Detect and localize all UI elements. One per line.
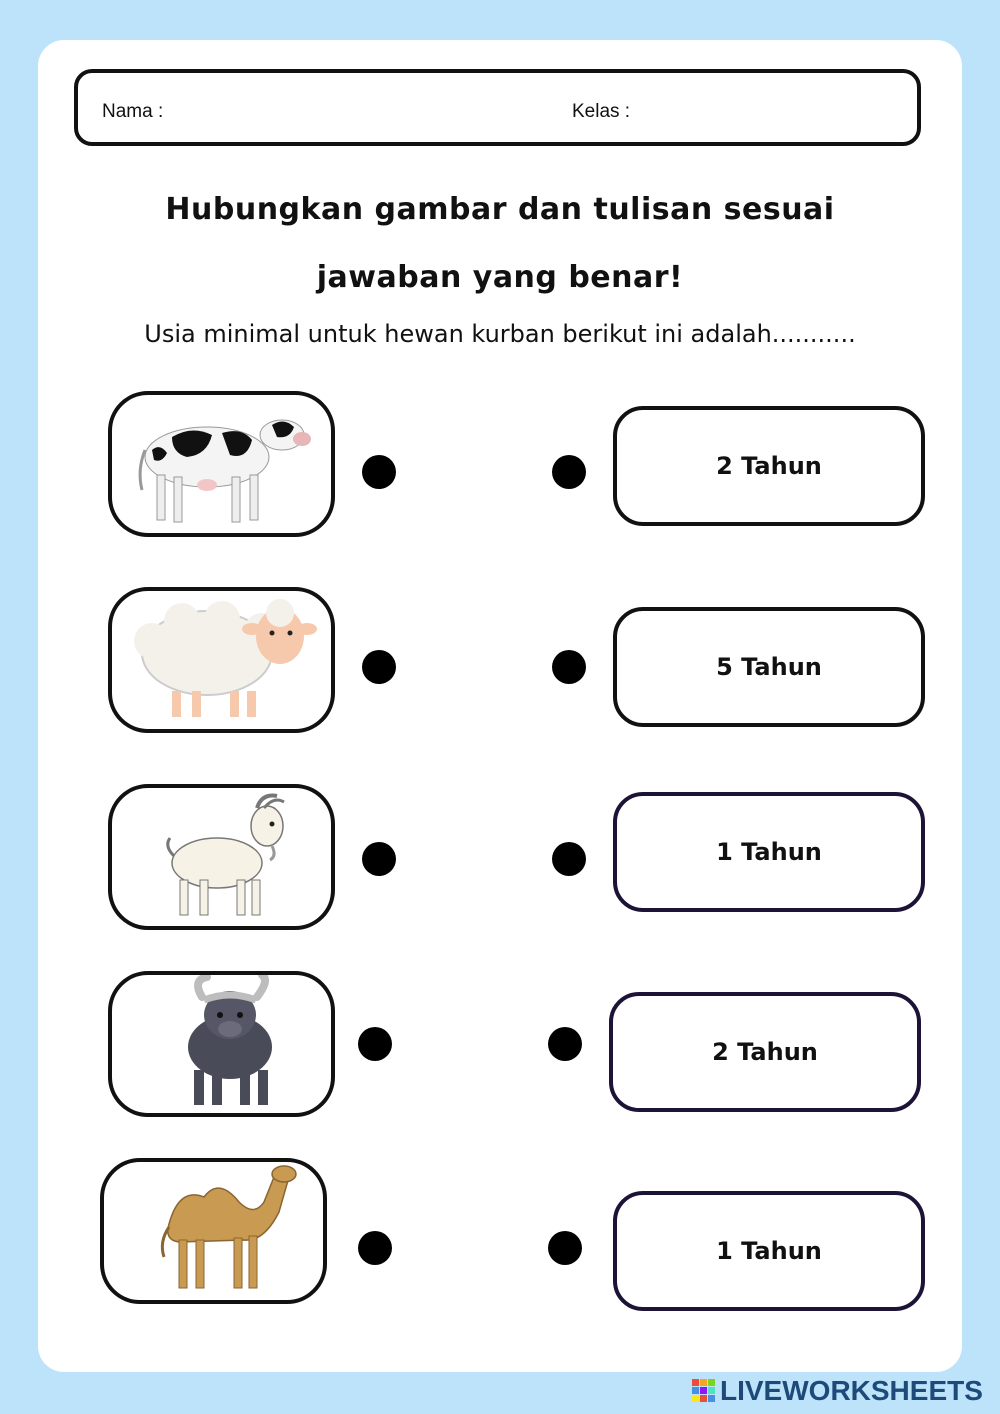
answer-box-2 (613, 607, 925, 727)
camel-illustration-icon (104, 1162, 323, 1300)
goat-illustration-icon (112, 788, 331, 926)
cow-illustration-icon (112, 395, 331, 533)
answer-dot-1[interactable] (552, 455, 586, 489)
answer-text-3: 1 Tahun (716, 838, 822, 866)
title-line-2: jawaban yang benar! (316, 260, 684, 295)
animal-dot-sheep[interactable] (362, 650, 396, 684)
liveworksheets-logo (692, 1374, 983, 1408)
animal-dot-camel[interactable] (358, 1231, 392, 1265)
animal-card-goat (108, 784, 335, 930)
animal-dot-goat[interactable] (362, 842, 396, 876)
animal-dot-cow[interactable] (362, 455, 396, 489)
answer-text-5: 1 Tahun (716, 1237, 822, 1265)
answer-dot-2[interactable] (552, 650, 586, 684)
answer-text-2: 5 Tahun (716, 653, 822, 681)
answer-dot-4[interactable] (548, 1027, 582, 1061)
answer-box-4 (609, 992, 921, 1112)
answer-box-3 (613, 792, 925, 912)
animal-dot-buffalo[interactable] (358, 1027, 392, 1061)
animal-card-buffalo (108, 971, 335, 1117)
answer-box-1 (613, 406, 925, 526)
answer-box-5 (613, 1191, 925, 1311)
student-info-box (74, 69, 921, 146)
sheep-illustration-icon (112, 591, 331, 729)
answer-text-1: 2 Tahun (716, 452, 822, 480)
animal-card-cow (108, 391, 335, 537)
liveworksheets-logo-icon (692, 1379, 716, 1403)
buffalo-illustration-icon (112, 975, 331, 1113)
animal-card-sheep (108, 587, 335, 733)
class-label: Kelas : (572, 101, 631, 122)
instruction-text: Usia minimal untuk hewan kurban berikut ini adalah........... (144, 320, 856, 348)
name-label: Nama : (102, 101, 164, 122)
liveworksheets-logo-text: LIVEWORKSHEETS (720, 1375, 983, 1406)
answer-dot-3[interactable] (552, 842, 586, 876)
title-line-1: Hubungkan gambar dan tulisan sesuai (165, 192, 835, 227)
animal-card-camel (100, 1158, 327, 1304)
answer-dot-5[interactable] (548, 1231, 582, 1265)
answer-text-4: 2 Tahun (712, 1038, 818, 1066)
